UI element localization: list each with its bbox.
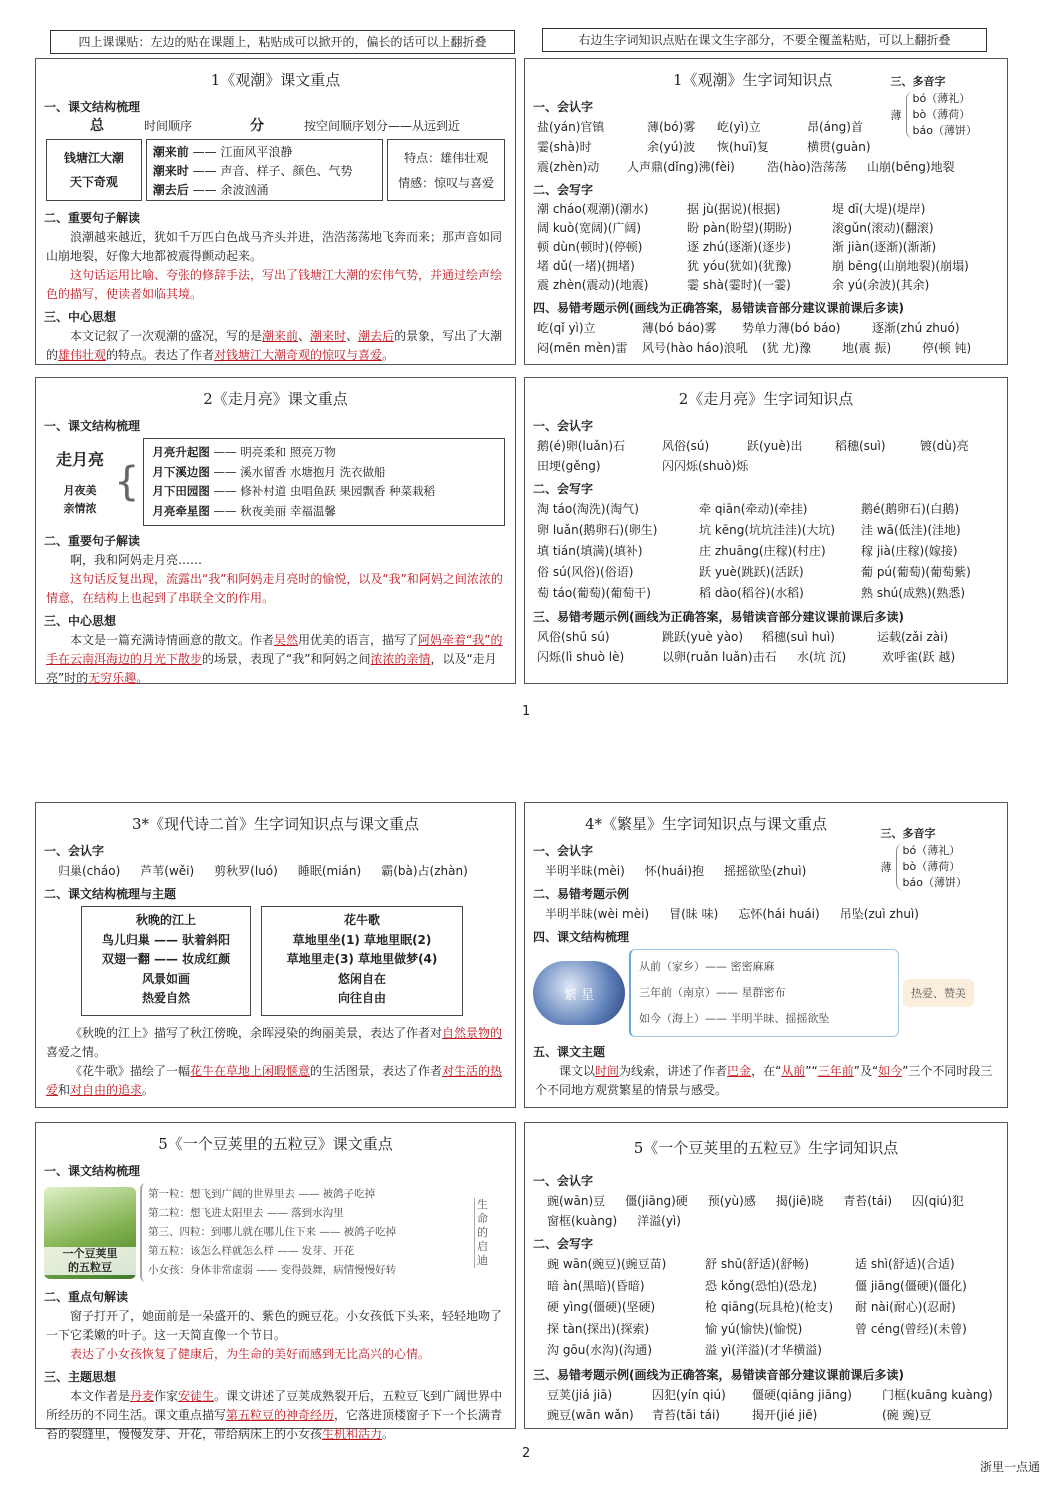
error-item: 欢呼雀(跃 越)	[882, 650, 956, 664]
star-label: 繁 星	[563, 987, 595, 1003]
error-item: (犹 尤)豫	[762, 341, 812, 355]
page-number: 2	[522, 1446, 531, 1461]
write-item: 崩 bēng(山崩地裂)(崩塌)	[832, 259, 969, 273]
pea-structure	[36, 1181, 515, 1284]
read-words	[525, 436, 1007, 476]
error-item: 水(坑 沉)	[797, 650, 847, 664]
summary-2: 《花牛歌》描绘了一幅花牛在草地上闲暇惬意的生活图景，表达了作者对生活的热爱和对自由的追求。	[46, 1064, 503, 1097]
write-item: 跃 yuè(跳跃)(活跃)	[699, 565, 804, 579]
write-item: 庄 zhuāng(庄稼)(村庄)	[699, 544, 826, 558]
structure-diagram	[36, 436, 515, 528]
word-item: 盐(yán)官镇	[537, 120, 605, 134]
poem-line: 花牛歌	[343, 913, 380, 927]
word-item: 余(yú)波	[647, 140, 696, 154]
error-item: 豌豆(wān wǎn)	[547, 1407, 634, 1422]
central-idea: 本文是一篇充满诗情画意的散文。作者吴然用优美的语言，描写了阿妈牵着“我”的手在云南洱海边的月光下散步的场景，表现了“我”和阿妈之间浓浓的亲情，以及“走月亮”时的无穷乐趣。	[46, 633, 503, 685]
word-item: 芦苇(wěi)	[140, 864, 195, 878]
card-wudou-words	[524, 1122, 1008, 1429]
section-heading: 一、会认字	[533, 844, 594, 858]
polyphone-title: 三、多音字	[880, 827, 936, 840]
card-title: 2《走月亮》生字词知识点	[678, 390, 854, 408]
word-item: 睡眠(mián)	[297, 864, 362, 878]
star-structure	[525, 947, 1007, 1039]
word-item: 僵(jiāng)硬	[625, 1194, 688, 1208]
section-heading: 二、重点句解读	[44, 1290, 129, 1304]
card-zouyueliang-key	[35, 377, 516, 684]
phase-during: 潮来时	[152, 164, 189, 178]
word-item: 豌(wān)豆	[547, 1194, 606, 1208]
error-item: 势单力薄(bó báo)	[742, 321, 841, 335]
poem-structure	[36, 904, 515, 1018]
error-item: 青苔(tāi tái)	[652, 1407, 720, 1422]
error-examples	[525, 904, 1007, 924]
error-item: 囚犯(yín qiú)	[652, 1387, 726, 1402]
error-item: 稻穗(suì huì)	[762, 630, 835, 644]
error-item: 僵硬(qiāng jiāng)	[752, 1387, 852, 1402]
write-item: 堵 dǔ(一堵)(拥堵)	[537, 259, 635, 273]
polyphone-char: 薄	[880, 861, 892, 874]
word-item: 鹅(é)卵(luǎn)石	[537, 439, 626, 453]
pea-caption	[44, 1247, 136, 1275]
write-item: 暗 àn(黑暗)(昏暗)	[547, 1278, 645, 1293]
card-modern-poems	[35, 802, 516, 1108]
error-item: 冒(昧 味)	[669, 907, 719, 921]
pea-tree	[140, 1183, 470, 1282]
write-item: 俗 sú(风俗)(俗语)	[537, 565, 634, 579]
write-item: 阔 kuò(宽阔)(广阔)	[537, 221, 642, 235]
write-item: 硬 yìng(僵硬)(坚硬)	[547, 1300, 656, 1314]
write-item: 枪 qiāng(玩具枪)(枪支)	[705, 1300, 834, 1314]
error-item: 闷(mēn mèn)雷	[537, 341, 628, 355]
sub2: 亲情浓	[63, 501, 97, 515]
page-number: 1	[522, 704, 531, 719]
feature: 特点：雄伟壮观	[404, 151, 489, 165]
pea-caption-1: 一个豆荚里	[62, 1246, 118, 1260]
scene-desc: —— 秋夜美丽 幸福温馨	[213, 503, 336, 518]
pea-image	[44, 1187, 136, 1279]
write-item: 稻 dào(稻谷)(水稻)	[699, 586, 804, 600]
error-item: 吊坠(zuì zhuì)	[839, 907, 919, 921]
error-item: 跳跃(yuè yào)	[662, 630, 744, 644]
write-words	[525, 499, 1007, 604]
write-item: 震 zhèn(震动)(地震)	[537, 278, 649, 292]
scene: 月下田园图	[152, 484, 210, 498]
write-item: 滚gǔn(滚动)(翻滚)	[832, 221, 934, 235]
write-item: 卵 luǎn(鹅卵石)(卵生)	[537, 523, 658, 537]
section-heading: 三、易错考题示例(画线为正确答案，易错读音部分建议课前课后多读)	[533, 1367, 904, 1382]
polyphone-reading: bò（薄荷）	[902, 860, 961, 873]
central-idea: 本文记叙了一次观潮的盛况，写的是潮来前、潮来时、潮去后的景象，写出了大潮的雄伟壮观的特点。表达了作者对钱塘江大潮奇观的惊叹与喜爱。	[46, 329, 503, 362]
zong-label: 总	[90, 118, 104, 134]
left-box-line2: 天下奇观	[69, 175, 118, 189]
section-heading: 四、易错考题示例(画线为正确答案，易错读音部分建议课前课后多读)	[533, 301, 904, 315]
polyphone-box	[881, 825, 967, 891]
write-item: 愉 yú(愉快)(愉悦)	[705, 1321, 803, 1336]
section-heading: 三、中心思想	[44, 614, 117, 628]
error-item: 豆荚(jiá jiā)	[547, 1387, 613, 1402]
polyphone-reading: bó（薄礼）	[912, 92, 971, 105]
section-heading: 四、课文结构梳理	[533, 930, 630, 944]
card-wudou-key	[35, 1122, 516, 1441]
side-label: 生命的启迪	[474, 1198, 490, 1268]
section-heading: 一、会认字	[533, 100, 594, 114]
poem-line: 热爱自然	[141, 991, 190, 1005]
word-item: 昂(áng)首	[807, 120, 863, 134]
scene-desc: —— 明亮柔和 照亮万物	[213, 445, 336, 459]
phase-before-desc: —— 江面风平浪静	[192, 145, 293, 159]
left-box	[46, 139, 142, 201]
polyphone-char: 薄	[890, 109, 902, 122]
section-heading: 二、易错考题示例	[533, 887, 630, 901]
word-item: 横贯(guàn)	[807, 140, 871, 154]
word-item: 屹(yì)立	[717, 120, 761, 134]
write-item: 稼 jià(庄稼)(嫁接)	[861, 544, 958, 558]
error-item: 风号(hào háo)浪吼	[642, 341, 748, 355]
fen-label: 分	[250, 118, 265, 134]
card-title: 4*《繁星》生字词知识点与课文重点	[585, 815, 828, 833]
write-item: 豌 wān(豌豆)(豌豆苗)	[547, 1257, 667, 1271]
card-guanchao-key	[35, 58, 516, 365]
word-item: 囚(qiú)犯	[912, 1194, 964, 1208]
word-item: 归巢(cháo)	[58, 864, 121, 878]
polyphone-reading: báo（薄饼）	[912, 124, 977, 137]
polyphone-box	[891, 73, 977, 139]
write-item: 霎 shà(霎时)(一霎)	[687, 278, 791, 292]
word-item: 田埂(gěng)	[537, 459, 601, 473]
error-item: 忘怀(hái huái)	[738, 907, 820, 921]
write-item: 熟 shú(成熟)(熟悉)	[861, 586, 966, 600]
tree-line: 第二粒：想飞进太阳里去 —— 落到水沟里	[148, 1207, 344, 1219]
tree-line: 三年前（南京）—— 星群密布	[639, 986, 786, 999]
summary-1: 《秋晚的江上》描写了秋江傍晚，余晖浸染的绚丽美景，表达了作者对自然景物的喜爱之情。	[46, 1026, 503, 1059]
error-item: 地(震 振)	[842, 341, 892, 355]
tree-line: 从前（家乡）—— 密密麻麻	[639, 960, 775, 973]
section-heading: 二、会写字	[533, 183, 594, 197]
scene: 月下溪边图	[152, 464, 210, 479]
word-item: 揭(jiē)晓	[775, 1194, 824, 1208]
write-item: 适 shì(舒适)(合适)	[855, 1257, 955, 1271]
poem-line: 草地里走(3) 草地里做梦(4)	[286, 952, 438, 966]
tip-left: 四上课课贴：左边的贴在课题上，粘贴成可以掀开的，偏长的话可以上翻折叠	[50, 30, 515, 54]
word-item: 青苔(tái)	[843, 1194, 893, 1208]
poem-line: 秋晚的江上	[135, 913, 196, 927]
section-heading: 一、课文结构梳理	[44, 419, 141, 433]
sentence-analysis: 这句话反复出现，流露出“我”和阿妈走月亮时的愉悦，以及“我”和阿妈之间浓浓的情意，在结构上也起到了串联全文的作用。	[46, 572, 503, 605]
word-item: 风俗(sú)	[662, 439, 710, 453]
write-item: 犹 yóu(犹如)(犹豫)	[687, 259, 792, 273]
section-heading: 一、课文结构梳理	[44, 1164, 141, 1178]
word-item: 人声鼎(dǐng)沸(fèi)	[627, 160, 735, 174]
word-item: 恢(huī)复	[717, 140, 769, 154]
card-guanchao-words	[524, 58, 1008, 365]
section-heading: 一、会认字	[44, 844, 105, 858]
error-examples-2	[525, 338, 1007, 358]
write-item: 坑 kēng(坑坑洼洼)(大坑)	[699, 523, 836, 537]
sentence-analysis: 这句话运用比喻、夸张的修辞手法，写出了钱塘江大潮的宏伟气势，并通过绘声绘色的描写，使读者如临其境。	[46, 268, 503, 301]
phase-after-desc: —— 余波汹涌	[192, 183, 269, 197]
write-item: 探 tàn(探出)(探索)	[547, 1321, 650, 1336]
section-heading: 一、会认字	[533, 1174, 594, 1188]
section-heading: 二、课文结构梳理与主题	[44, 887, 177, 901]
error-examples-1	[525, 318, 1007, 338]
space-label: 按空间顺序划分——从远到近	[304, 119, 461, 133]
write-item: 曾 céng(曾经)(未曾)	[855, 1321, 967, 1336]
section-heading: 二、重要句子解读	[44, 534, 141, 548]
card-title: 1《观潮》生字词知识点	[673, 71, 833, 89]
card-title: 5《一个豆荚里的五粒豆》课文重点	[158, 1135, 393, 1153]
word-item: 霸(bà)占(zhàn)	[381, 864, 468, 878]
word-item: 洋溢(yì)	[637, 1214, 681, 1228]
star-image	[533, 961, 625, 1025]
poem-line: 鸟儿归巢 —— 驮着斜阳	[101, 932, 231, 947]
theme: 课文以时间为线索，讲述了作者巴金，在“从前”“三年前”及“如今”三个不同时段三个不同地方观赏繁星的情景与感受。	[535, 1064, 993, 1097]
write-item: 填 tián(填满)(填补)	[537, 544, 643, 558]
write-item: 葡 pú(葡萄)(葡萄紫)	[861, 565, 971, 579]
error-item: 逐渐(zhú zhuó)	[872, 321, 960, 335]
error-item: 屹(qǐ yì)立	[537, 321, 596, 335]
phase-before: 潮来前	[152, 145, 189, 159]
error-examples-2	[525, 1405, 1007, 1425]
error-item: 风俗(shū sú)	[537, 630, 610, 644]
card-title: 5《一个豆荚里的五粒豆》生字词知识点	[633, 1139, 899, 1157]
read-words-3	[525, 157, 1007, 177]
section-heading: 一、课文结构梳理	[44, 100, 141, 114]
read-words	[36, 861, 515, 881]
pea-caption-2: 的五粒豆	[68, 1260, 112, 1274]
structure-diagram	[36, 135, 515, 205]
error-item: 半明半昧(wèi mèi)	[545, 907, 650, 921]
word-item: 闪闪烁(shuò)烁	[662, 459, 749, 473]
error-item: (碗 豌)豆	[882, 1407, 932, 1422]
write-item: 潮 cháo(观潮)(潮水)	[537, 202, 649, 216]
section-heading: 一、会认字	[533, 419, 594, 433]
card-title: 1《观潮》课文重点	[210, 71, 341, 89]
write-item: 溢 yì(洋溢)(才华横溢)	[705, 1343, 822, 1357]
write-item: 沟 gōu(水沟)(沟通)	[547, 1343, 653, 1357]
sentence: 窗子打开了，她面前是一朵盛开的、紫色的豌豆花。小女孩低下头来，轻轻地吻了一下它柔嫩的叶子。这一天简直像一个节日。	[46, 1309, 503, 1342]
big-title: 走月亮	[55, 449, 104, 469]
tree-line: 第五粒：该怎么样就怎么样 —— 发芽、开花	[148, 1245, 355, 1257]
word-item: 霎(shà)时	[537, 140, 592, 154]
write-item: 牵 qiān(牵动)(牵挂)	[699, 502, 808, 516]
scene-desc: —— 修补村道 虫唱鱼跃 果园飘香 种菜栽稻	[213, 484, 436, 498]
word-item: 稻穗(suì)	[835, 439, 886, 453]
structure-right	[143, 438, 505, 526]
polyphone-reading: báo（薄饼）	[902, 876, 967, 889]
sentence-analysis: 表达了小女孩恢复了健康后，为生命的美好而感到无比高兴的心情。	[70, 1347, 431, 1361]
word-item: 预(yù)感	[707, 1194, 756, 1208]
tree-line: 第一粒：想飞到广阔的世界里去 —— 被鸽子吃掉	[148, 1188, 376, 1200]
write-item: 僵 jiāng(僵硬)(僵化)	[855, 1278, 967, 1293]
write-item: 余 yú(余波)(其余)	[832, 278, 930, 292]
write-item: 萄 táo(葡萄)(葡萄干)	[537, 586, 651, 600]
error-examples-1	[525, 1385, 1007, 1405]
sentence: 啊，我和阿妈走月亮……	[70, 553, 203, 567]
emotion: 情感：惊叹与喜爱	[398, 176, 495, 190]
write-words	[525, 1254, 1007, 1362]
write-item: 鹅é(鹅卵石)(白鹅)	[861, 502, 960, 516]
sub1: 月夜美	[63, 483, 97, 497]
poem-line: 草地里坐(1) 草地里眠(2)	[292, 932, 432, 947]
write-item: 淘 táo(淘洗)(淘气)	[537, 502, 639, 516]
middle-box	[146, 139, 383, 201]
phase-after: 潮去后	[152, 183, 189, 197]
brace-icon: {	[113, 459, 140, 505]
card-title: 3*《现代诗二首》生字词知识点与课文重点	[131, 815, 420, 833]
error-item: 闪烁(lì shuò lè)	[537, 650, 625, 664]
word-item: 薄(bó)雾	[647, 120, 696, 134]
poem-line: 悠闲自在	[337, 971, 386, 986]
scene: 月亮升起图	[152, 445, 210, 459]
card-fanxing	[524, 802, 1008, 1108]
brand-label: 浙里一点通	[979, 1460, 1040, 1474]
word-item: 浩(hào)浩荡荡	[767, 160, 847, 174]
write-item: 舒 shū(舒适)(舒畅)	[705, 1257, 810, 1271]
section-heading: 五、课文主题	[533, 1045, 606, 1059]
card-zouyueliang-words	[524, 377, 1008, 684]
section-heading: 二、会写字	[533, 482, 594, 496]
scene-desc: —— 溪水留香 水塘抱月 洗衣做船	[213, 464, 386, 479]
order-label: 时间顺序	[144, 119, 193, 133]
structure-subtitle	[46, 482, 114, 518]
word-item: 摇摇欲坠(zhuì)	[724, 864, 807, 878]
write-item: 盼 pàn(盼望)(期盼)	[687, 221, 793, 235]
word-item: 山崩(bēng)地裂	[867, 160, 955, 174]
word-item: 震(zhèn)动	[537, 160, 600, 174]
error-item: 运载(zǎi zài)	[877, 630, 949, 644]
write-item: 据 jù(据说)(根据)	[687, 202, 781, 216]
error-examples-1	[525, 627, 1007, 647]
poem-line: 向往自由	[337, 991, 386, 1005]
section-heading: 三、易错考题示例(画线为正确答案，易错读音部分建议课前课后多读)	[533, 610, 904, 624]
word-item: 窗框(kuàng)	[547, 1214, 618, 1228]
read-words	[525, 1191, 1007, 1231]
error-examples-2	[525, 647, 1007, 667]
card-title: 2《走月亮》课文重点	[203, 390, 348, 408]
error-item: 薄(bó báo)雾	[642, 321, 717, 335]
tip-right: 右边生字词知识点贴在课文生字部分，不要全覆盖粘贴，可以上翻折叠	[542, 28, 987, 52]
section-heading: 二、重要句子解读	[44, 211, 141, 225]
write-item: 逐 zhú(逐渐)(逐步)	[687, 240, 792, 254]
structure-left	[46, 447, 114, 518]
write-item: 渐 jiàn(逐渐)(渐渐)	[832, 240, 937, 254]
error-item: 门框(kuāng kuàng)	[882, 1387, 993, 1402]
error-item: 揭开(jié jiē)	[752, 1407, 818, 1422]
left-box-line1: 钱塘江大潮	[63, 151, 124, 165]
poem-box-1	[81, 906, 251, 1016]
section-heading: 三、主题思想	[44, 1370, 117, 1384]
polyphone-reading: bó（薄礼）	[902, 844, 961, 857]
star-tree	[629, 949, 899, 1037]
section-heading: 二、会写字	[533, 1237, 594, 1251]
word-item: 跃(yuè)出	[747, 439, 803, 453]
word-item: 半明半昧(mèi)	[545, 864, 625, 878]
feeling-tag: 热爱、赞美	[903, 979, 974, 1007]
write-item: 洼 wā(低洼)(洼地)	[861, 523, 961, 537]
error-item: 以卵(ruǎn luǎn)击石	[662, 650, 777, 664]
error-item: 停(顿 钝)	[922, 341, 972, 355]
tree-line: 小女孩：身体非常虚弱 —— 变得鼓舞，病情慢慢好转	[148, 1264, 397, 1276]
write-words	[525, 200, 1007, 295]
word-item: 镀(dù)亮	[920, 439, 969, 453]
theme: 本文作者是丹麦作家安徒生。课文讲述了豆荚成熟裂开后，五粒豆飞到广阔世界中所经历的不同生活。课文重点描写第五粒豆的神奇经历，它落进顶楼窗子下一个长满青苔的裂缝里，慢慢发芽、开花，带给病床上的小女孩生机和活力。	[46, 1389, 503, 1441]
tree-line: 第三、四粒：到哪儿就在哪儿住下来 —— 被鸽子吃掉	[148, 1226, 397, 1238]
sentence: 浪潮越来越近，犹如千万匹白色战马齐头并进，浩浩荡荡地飞奔而来；那声音如同山崩地裂，好像大地都被震得颤动起来。	[46, 230, 503, 263]
write-item: 耐 nài(耐心)(忍耐)	[855, 1300, 956, 1314]
tree-line: 如今（海上）—— 半明半昧、摇摇欲坠	[639, 1012, 830, 1025]
write-item: 顿 dùn(顿时)(停顿)	[537, 240, 643, 254]
section-heading: 三、中心思想	[44, 310, 117, 324]
poem-line: 双翅一翻 —— 妆成红颜	[101, 952, 231, 966]
scene: 月亮牵星图	[152, 503, 210, 518]
polyphone-title: 三、多音字	[890, 75, 946, 88]
write-item: 堤 dī(大堤)(堤岸)	[832, 202, 926, 216]
polyphone-reading: bò（薄荷）	[912, 108, 971, 121]
feature-box	[387, 139, 505, 201]
structure-head	[36, 117, 515, 135]
poem-box-2	[261, 906, 463, 1016]
write-item: 恐 kǒng(恐怕)(恐龙)	[705, 1278, 818, 1293]
word-item: 怀(huái)抱	[644, 864, 705, 878]
poem-line: 风景如画	[141, 971, 190, 986]
word-item: 剪秋罗(luó)	[214, 864, 278, 878]
phase-during-desc: —— 声音、样子、颜色、气势	[192, 164, 353, 178]
